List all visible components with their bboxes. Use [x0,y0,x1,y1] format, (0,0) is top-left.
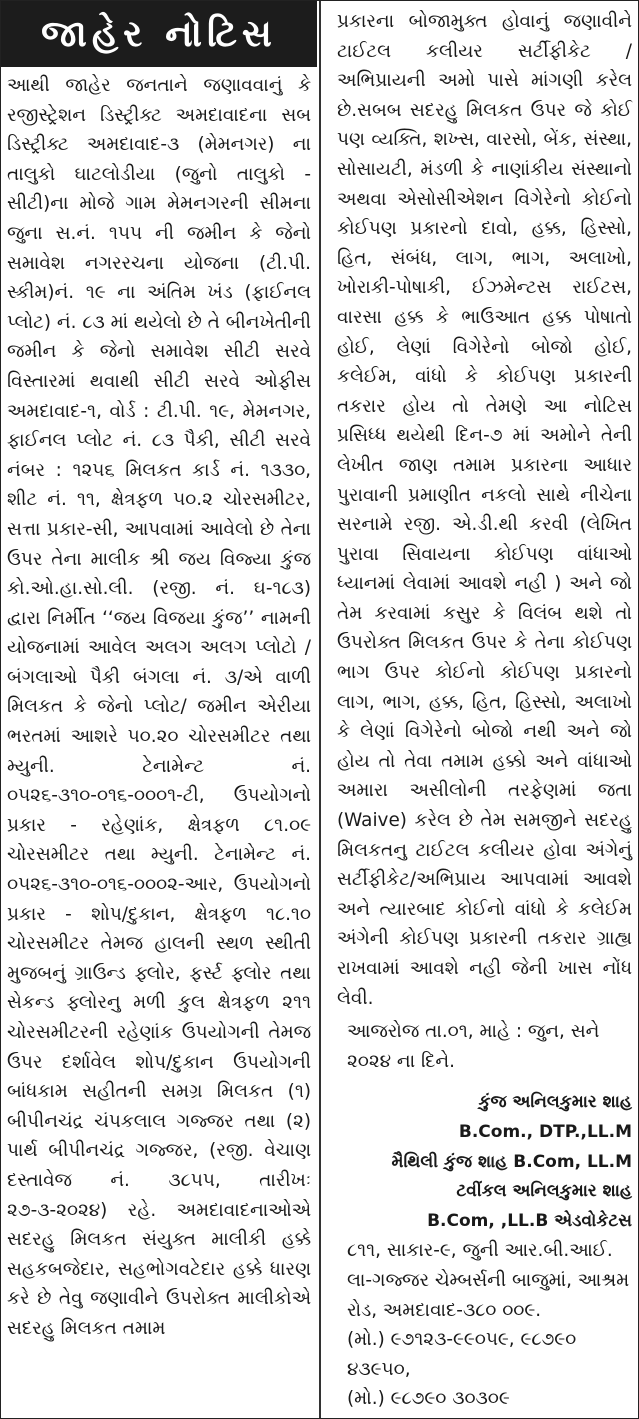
signatory-name-2: મૈથિલી કુંજ શાહ B.Com, LL.M [391,1151,632,1172]
phone-line-1: (મો.) ૯૭૧૨૩-૯૯૦૫૯, ૯૮૭૯૦ ૪૩૯૫૦, [347,1329,577,1380]
column-divider [319,1,321,1418]
notice-title: જાહેર નોટિસ [1,1,317,67]
notice-body-left: આથી જાહેર જનતાને જણાવવાનું કે રજીસ્ટ્રેશન ડિસ્ટ્રીક્ટ અમદાવાદના સબ ડિસ્ટ્રીક્ટ અમદાવાદ-૩ (મેમનગર) ના તાલુકો ઘાટલોડીયા (જુનો તાલુકો - સીટી)ના મોજે ગામ મેમનગરની સીમના જુના સ.નં. ૧૫૫ ની જમીન કે જેનો સમાવેશ નગરરચના યોજના (ટી.પી. સ્કીમ)નં. ૧૯ ના અંતિમ ખંડ (ફાઈનલ પ્લોટ) નં. ૮૩ માં થયેલો છે તે બીનખેતીની જમીન કે જેનો સમાવેશ સીટી સરવે વિસ્તારમાં થવાથી સીટી સરવે ઓફીસ અમદાવાદ-૧, વોર્ડ : ટી.પી. ૧૯, મેમનગર, ફાઈનલ પ્લોટ નં. ૮૩ પૈકી, સીટી સરવે નંબર : ૧૨૫૬ મિલકત કાર્ડ નં. ૧૩૩૦, શીટ નં. ૧૧, ક્ષેત્રફળ ૫૦.૨ ચોરસમીટર, સત્તા પ્રકાર-સી, આપવામાં આવેલો છે તેના ઉપર તેના માલીક શ્રી જય વિજ્યા કુંજ કો.ઓ.હા.સો.લી. (રજી. નં. ઘ-૧૮૩) દ્વારા નિર્મીત ‘‘જય વિજયા કુંજ’’ નામની યોજનામાં આવેલ અલગ અલગ પ્લોટો / બંગલાઓ પૈકી બંગલા નં. ૩/એ વાળી મિલકત કે જેનો પ્લોટ/ જમીન એરીયા ભરતમાં આશરે ૫૦.૨૦ ચોરસમીટર તથા મ્યુની. ટેનામેન્ટ નં. ૦૫૨૬-૩૧૦-૦૧૬-૦૦૦૧-ટી, ઉપયોગનો પ્રકાર - રહેણાંક, ક્ષેત્રફળ ૮૧.૦૯ ચોરસમીટર તથા મ્યુની. ટેનામેન્ટ નં. ૦૫૨૬-૩૧૦-૦૧૬-૦૦૦૨-આર, ઉપયોગનો પ્રકાર - શોપ/દુકાન, ક્ષેત્રફળ ૧૮.૧૦ ચોરસમીટર તેમજ હાલની સ્થળ સ્થીતી મુજબનું ગ્રાઉન્ડ ફ્લોર, ફર્સ્ટ ફ્લોર તથા સેકન્ડ ફ્લોરનુ મળી કુલ ક્ષેત્રફળ ૨૧૧ ચોરસમીટરની રહેણાંક ઉપયોગની તેમજ ઉપર દર્શાવેલ શોપ/દુકાન ઉપયોગની બાંધકામ સહીતની સમગ્ર મિલકત (૧) બીપીનચંદ્ર ચંપકલાલ ગજ્જર તથા (૨) પાર્થ બીપીનચંદ્ર ગજ્જર, (રજી. વેચાણ દસ્તાવેજ નં. ૩૮૫૫, તારીખઃ ૨૭-૩-૨૦૨૪) રહે. અમદાવાદનાઓએ સદરહુ મિલકત સંયુક્ત માલીકી હક્કે સહકબજેદાર, સહભોગવટેદાર હક્કે ધારણ કરે છે તેવુ જણાવીને ઉપરોક્ત માલીકોએ સદરહુ મિલકત તમામ [7,75,311,1339]
left-column [1,1,317,1418]
signatory-qualification-3: B.Com, ,LL.B એડવોકેટસ [427,1210,632,1231]
phone-line-2: (મો.) ૯૮૭૯૦ ૩૦૩૦૯ [347,1388,510,1410]
date-line: આજરોજ તા.૦૧, માહે : જુન, સને ૨૦૨૪ ના દિને. [347,1021,600,1072]
right-column [323,1,638,1418]
address-line: ૮૧૧, સાકાર-૯, જુની આર.બી.આઈ. લા-ગજ્જર ચેમ્બર્સની બાજુમાં, આશ્રમ રોડ, અમદાવાદ-૩૮૦ ૦૦૯. [347,1240,630,1321]
signatory-name-1: કુંજ અનિલકુમાર શાહ [478,1092,632,1113]
notice-body-right: પ્રકારના બોજામુક્ત હોવાનું જણાવીને ટાઈટલ કલીયર સર્ટીફીકેટ / અભિપ્રાયની અમો પાસે માંગણી કરેલ છે.સબબ સદરહુ મિલકત ઉપર જે કોઈ પણ વ્યક્તિ, શખ્સ, વારસો, બેંક, સંસ્થા, સોસાયટી, મંડળી કે નાણાંકીય સંસ્થાનો અથવા એસોસીએશન વિગેરેનો કોઈનો કોઈપણ પ્રકારનો દાવો, હક્ક, હિસ્સો, હિત, સંબંધ, લાગ, ભાગ, અલાખો, ખોરાકી-પોષાકી, ઈઝમેન્ટસ રાઈટસ, વારસા હક્ક કે ભાઉઆત હક્ક પોષાતો હોઈ, લેણાં વિગેરેનો બોજો હોઈ, કલેઈમ, વાંધો કે કોઈપણ પ્રકારની તકરાર હોય તો તેમણે આ નોટિસ પ્રસિધ્ધ થયેથી દિન-૭ માં અમોને તેની લેખીત જાણ તમામ પ્રકારના આધાર પુરાવાની પ્રમાણીત નકલો સાથે નીચેના સરનામે રજી. એ.ડી.થી કરવી (લેખિત પુરાવા સિવાયના કોઈપણ વાંધાઓ ધ્યાનમાં લેવામાં આવશે નહી ) અને જો તેમ કરવામાં કસુર કે વિલંબ થશે તો ઉપરોક્ત મિલકત ઉપર કે તેના કોઈપણ ભાગ ઉપર કોઈનો કોઈપણ પ્રકારનો લાગ, ભાગ, હક્ક, હિત, હિસ્સો, અલાખો કે લેણાં વિગેરેનો બોજો નથી અને જો હોય તો તેવા તમામ હક્કો અને વાંધાઓ અમારા અસીલોની તરફેણમાં જતા (Waive) કરેલ છે તેમ સમજીને સદરહુ મિલકતનુ ટાઈટલ કલીયર હોવા અંગેનું સર્ટીફીકેટ/અભિપ્રાય આપવામાં આવશે અને ત્યારબાદ કોઈનો વાંધો કે કલેઈમ અંગેની કોઈપણ પ્રકારની તકરાર ગ્રાહ્ય રાખવામાં આવશે નહી જેની ખાસ નોંધ લેવી. [337,11,632,1009]
signatory-qualification-1: B.Com., DTP.,LL.M [458,1121,632,1142]
signatory-name-3: ટવીંકલ અનિલકુમાર શાહ [456,1181,632,1202]
